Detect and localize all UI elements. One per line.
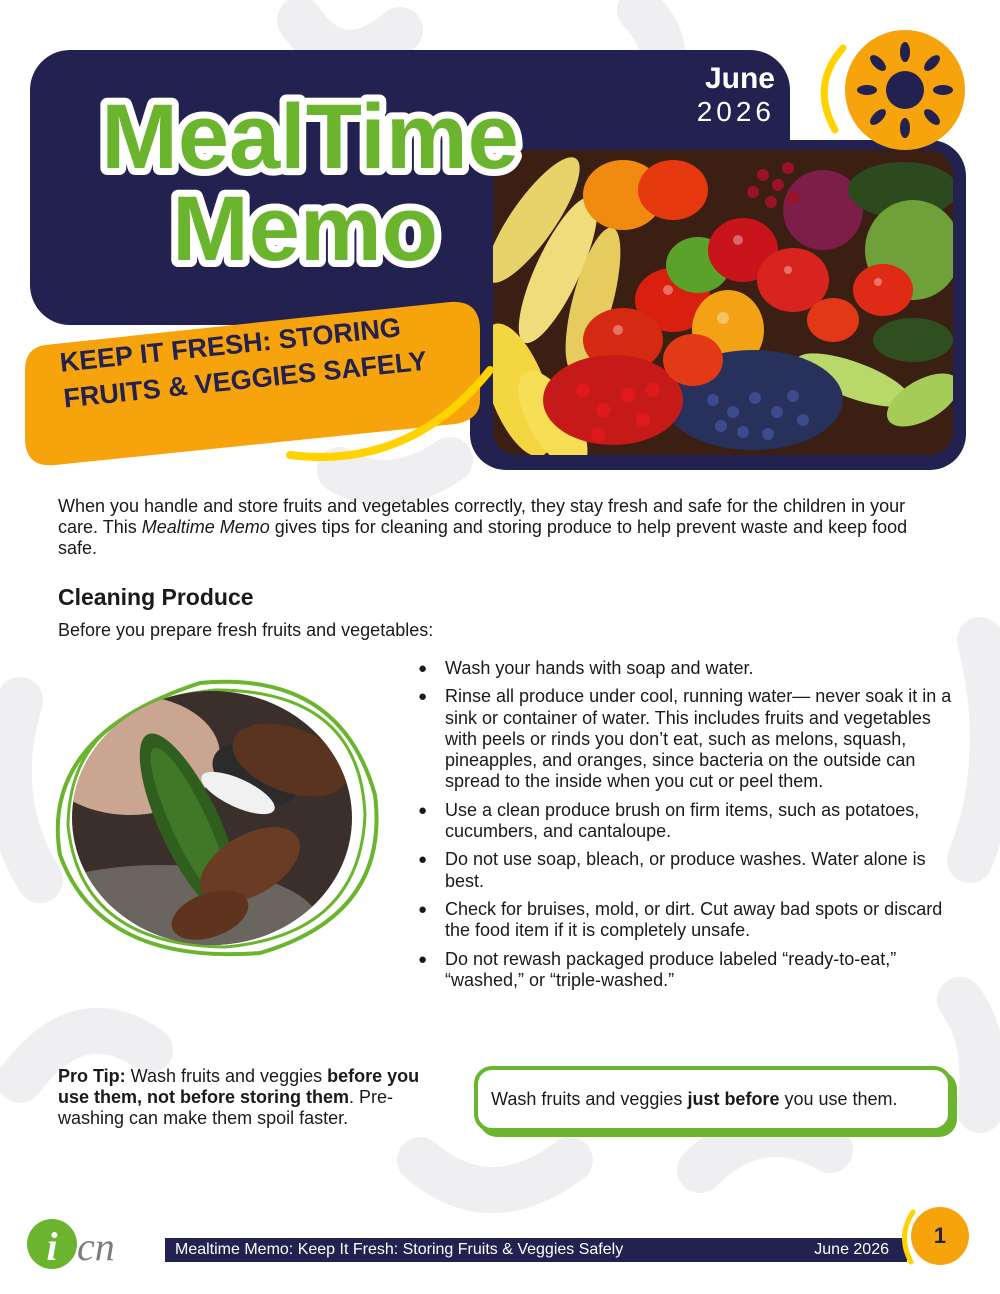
list-item: ● Check for bruises, mold, or dirt. Cut away bad spots or discard the food item if it is completely unsafe. (418, 899, 953, 942)
callout-bold: just before (687, 1089, 780, 1109)
icn-logo-i: i (46, 1224, 58, 1269)
list-item: ● Do not use soap, bleach, or produce washes. Water alone is best. (418, 849, 953, 892)
section-subheading: Before you prepare fresh fruits and vegetables: (58, 620, 434, 640)
intro-italic: Mealtime Memo (141, 517, 270, 537)
list-item: ● Rinse all produce under cool, running water— never soak it in a sink or container of water. This includes fruits and vegetables with peels or rinds you don’t eat, such as melons, squash, pineapples, and oranges, since bacteria on the outside can spread to the inside when you cut or peel them. (418, 686, 953, 792)
pro-tip-text-2: . Pre-washing can make them spoil faster. (58, 1087, 394, 1128)
intro-text-2: gives tips for cleaning and storing produce to help prevent waste and keep food safe. (58, 517, 908, 558)
page-number-badge (895, 1202, 975, 1272)
mealtime-memo-logo (50, 80, 570, 280)
list-item: ● Use a clean produce brush on firm items, such as potatoes, cucumbers, and cantaloupe. (418, 800, 953, 843)
pro-tip-text-1: Wash fruits and veggies (125, 1066, 328, 1086)
page-number: 1 (933, 1223, 947, 1248)
pro-tip-bold: before you use them, not before storing them (58, 1066, 420, 1107)
callout-box (474, 1066, 952, 1132)
pro-tip (58, 1066, 438, 1129)
washing-zucchini-photo (40, 665, 390, 965)
headline-banner (10, 300, 510, 480)
icn-logo-cn: cn (77, 1224, 115, 1269)
cleaning-tips-list (418, 658, 953, 998)
footer-date: June 2026 (814, 1241, 889, 1258)
icn-logo (25, 1212, 145, 1272)
intro-text-1: When you handle and store fruits and vegetables correctly, they stay fresh and safe for the children in your care. This (58, 496, 906, 537)
footer-bar (165, 1238, 907, 1262)
logo-line-2: Memo (172, 178, 438, 280)
sun-icon (805, 30, 980, 150)
headline: KEEP IT FRESH: STORING FRUITS & VEGGIES SAFELY (58, 312, 429, 414)
issue-date (680, 62, 775, 128)
issue-year: 2026 (696, 96, 775, 127)
list-item: ● Wash your hands with soap and water. (418, 658, 953, 679)
list-item: ● Do not rewash packaged produce labeled “ready-to-eat,” “washed,” or “triple-washed.” (418, 949, 953, 992)
logo-line-1: MealTime (101, 86, 519, 188)
callout-text (491, 1089, 898, 1110)
issue-month: June (704, 62, 775, 95)
callout-text-2: you use them. (779, 1089, 898, 1109)
intro-paragraph (58, 496, 948, 559)
footer-title: Mealtime Memo: Keep It Fresh: Storing Fruits & Veggies Safely (175, 1241, 624, 1258)
pro-tip-label: Pro Tip: (58, 1066, 126, 1086)
section-heading: Cleaning Produce (58, 584, 254, 610)
callout-text-1: Wash fruits and veggies (491, 1089, 688, 1109)
